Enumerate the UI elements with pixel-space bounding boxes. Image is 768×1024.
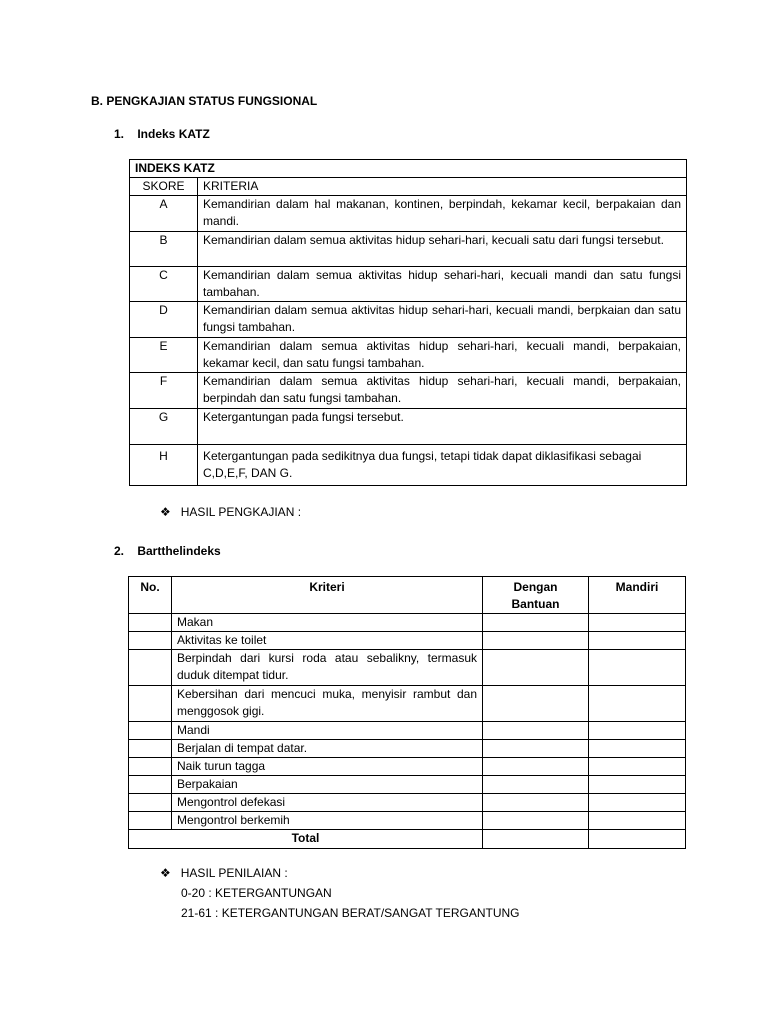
barthel-no-cell xyxy=(129,758,172,776)
barthel-independent-cell xyxy=(589,758,686,776)
table-row xyxy=(129,776,686,794)
barthel-no-cell xyxy=(129,686,172,722)
barthel-col-independent: Mandiri xyxy=(589,577,686,614)
katz-score: D xyxy=(130,302,198,338)
barthel-no-cell xyxy=(129,614,172,632)
katz-heading: 1. Indeks KATZ xyxy=(114,127,210,141)
barthel-independent-cell xyxy=(589,686,686,722)
barthel-independent-cell xyxy=(589,794,686,812)
barthel-criteria: Mandi xyxy=(172,722,483,740)
barthel-assisted-cell xyxy=(483,812,589,830)
barthel-assisted-cell xyxy=(483,614,589,632)
barthel-col-criteria: Kriteri xyxy=(172,577,483,614)
barthel-criteria: Berjalan di tempat datar. xyxy=(172,740,483,758)
table-row xyxy=(129,812,686,830)
table-row xyxy=(129,740,686,758)
katz-row xyxy=(130,409,687,445)
katz-row xyxy=(130,445,687,486)
katz-criteria: Kemandirian dalam semua aktivitas hidup sehari-hari, kecuali mandi, berpakaian, berpindah dan satu fungsi tambahan. xyxy=(198,373,687,409)
barthel-assisted-cell xyxy=(483,722,589,740)
table-row xyxy=(129,686,686,722)
table-row xyxy=(129,794,686,812)
barthel-independent-cell xyxy=(589,812,686,830)
barthel-criteria: Mengontrol defekasi xyxy=(172,794,483,812)
katz-row xyxy=(130,373,687,409)
katz-criteria: Kemandirian dalam hal makanan, kontinen, berpindah, kekamar kecil, berpakaian dan mandi. xyxy=(198,196,687,232)
katz-table xyxy=(129,159,687,486)
barthel-no-cell xyxy=(129,812,172,830)
katz-criteria: Ketergantungan pada fungsi tersebut. xyxy=(198,409,687,445)
table-row xyxy=(129,758,686,776)
barthel-result-line: 21-61 : KETERGANTUNGAN BERAT/SANGAT TERGANTUNG xyxy=(181,906,520,920)
katz-score: E xyxy=(130,338,198,373)
barthel-col-assisted: Dengan Bantuan xyxy=(483,577,589,614)
katz-col-score: SKORE xyxy=(130,178,198,196)
barthel-assisted-cell xyxy=(483,758,589,776)
katz-criteria: Kemandirian dalam semua aktivitas hidup sehari-hari, kecuali mandi, berpkaian dan satu fungsi tambahan. xyxy=(198,302,687,338)
barthel-no-cell xyxy=(129,650,172,686)
barthel-assisted-cell xyxy=(483,632,589,650)
katz-row xyxy=(130,232,687,267)
barthel-independent-cell xyxy=(589,722,686,740)
barthel-assisted-cell xyxy=(483,740,589,758)
barthel-total-label: Total xyxy=(129,830,483,849)
barthel-assisted-cell xyxy=(483,776,589,794)
barthel-no-cell xyxy=(129,794,172,812)
katz-score: C xyxy=(130,267,198,302)
barthel-independent-cell xyxy=(589,614,686,632)
barthel-independent-cell xyxy=(589,632,686,650)
barthel-col-no: No. xyxy=(129,577,172,614)
katz-score: F xyxy=(130,373,198,409)
barthel-no-cell xyxy=(129,740,172,758)
barthel-assisted-cell xyxy=(483,794,589,812)
barthel-result-line: 0-20 : KETERGANTUNGAN xyxy=(181,886,332,900)
katz-score: A xyxy=(130,196,198,232)
barthel-no-cell xyxy=(129,722,172,740)
barthel-independent-cell xyxy=(589,776,686,794)
barthel-criteria: Naik turun tagga xyxy=(172,758,483,776)
section-heading: B. PENGKAJIAN STATUS FUNGSIONAL xyxy=(91,94,318,108)
katz-criteria: Kemandirian dalam semua aktivitas hidup sehari-hari, kecuali mandi dan satu fungsi tambahan. xyxy=(198,267,687,302)
table-row xyxy=(129,722,686,740)
table-row xyxy=(129,650,686,686)
barthel-criteria: Kebersihan dari mencuci muka, menyisir rambut dan menggosok gigi. xyxy=(172,686,483,722)
katz-row xyxy=(130,302,687,338)
barthel-assisted-cell xyxy=(483,650,589,686)
katz-row xyxy=(130,338,687,373)
barthel-no-cell xyxy=(129,632,172,650)
barthel-criteria: Makan xyxy=(172,614,483,632)
barthel-heading: 2. Bartthelindeks xyxy=(114,544,221,558)
barthel-assisted-cell xyxy=(483,686,589,722)
katz-criteria: Kemandirian dalam semua aktivitas hidup sehari-hari, kecuali mandi, berpakaian, kekamar kecil, dan satu fungsi tambahan. xyxy=(198,338,687,373)
diamond-bullet-icon: ❖ xyxy=(160,866,171,880)
barthel-independent-cell xyxy=(589,740,686,758)
barthel-total-row xyxy=(129,830,686,849)
table-row xyxy=(129,632,686,650)
barthel-total-assisted xyxy=(483,830,589,849)
barthel-criteria: Berpindah dari kursi roda atau sebalikny, termasuk duduk ditempat tidur. xyxy=(172,650,483,686)
barthel-table xyxy=(128,576,686,849)
barthel-criteria: Berpakaian xyxy=(172,776,483,794)
barthel-total-independent xyxy=(589,830,686,849)
katz-row xyxy=(130,196,687,232)
katz-col-criteria: KRITERIA xyxy=(198,178,687,196)
katz-result-label: HASIL PENGKAJIAN : xyxy=(180,505,302,519)
barthel-criteria: Aktivitas ke toilet xyxy=(172,632,483,650)
barthel-independent-cell xyxy=(589,650,686,686)
katz-table-title: INDEKS KATZ xyxy=(130,160,687,178)
katz-score: B xyxy=(130,232,198,267)
katz-result xyxy=(160,505,301,519)
katz-score: G xyxy=(130,409,198,445)
diamond-bullet-icon: ❖ xyxy=(160,505,171,519)
barthel-criteria: Mengontrol berkemih xyxy=(172,812,483,830)
table-row xyxy=(129,614,686,632)
katz-criteria: Ketergantungan pada sedikitnya dua fungsi, tetapi tidak dapat diklasifikasi sebagai C,D,E,F, DAN G. xyxy=(198,445,687,486)
barthel-result xyxy=(160,866,288,880)
katz-score: H xyxy=(130,445,198,486)
barthel-result-label: HASIL PENILAIAN : xyxy=(180,866,288,880)
katz-criteria: Kemandirian dalam semua aktivitas hidup sehari-hari, kecuali satu dari fungsi tersebut. xyxy=(198,232,687,267)
barthel-no-cell xyxy=(129,776,172,794)
katz-row xyxy=(130,267,687,302)
